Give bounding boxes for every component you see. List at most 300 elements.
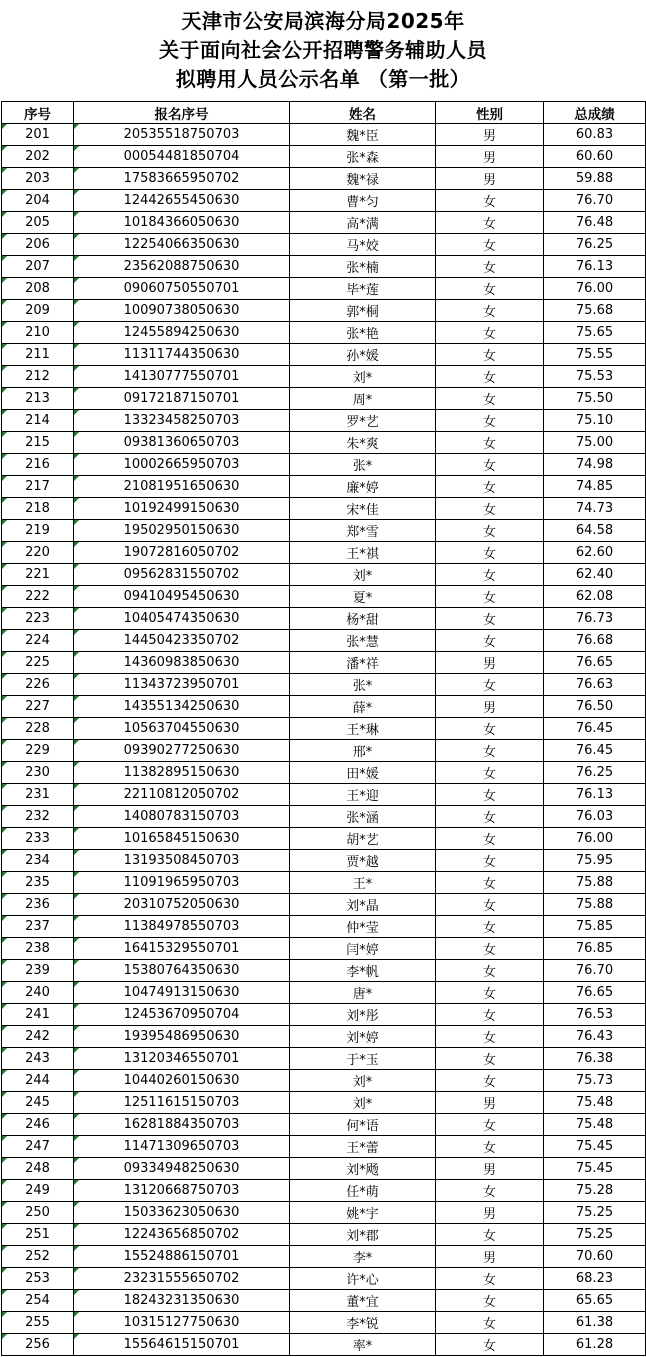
cell-seq: 220: [2, 542, 74, 564]
header-gender: 性别: [436, 102, 544, 124]
cell-total-score: 75.28: [544, 1180, 646, 1202]
table-row: [2, 630, 646, 652]
cell-seq: 244: [2, 1070, 74, 1092]
cell-gender: 女: [436, 718, 544, 740]
cell-name: 任*萌: [290, 1180, 436, 1202]
header-name: 姓名: [290, 102, 436, 124]
cell-seq: 230: [2, 762, 74, 784]
cell-name: 魏*臣: [290, 124, 436, 146]
cell-registration-number: 10563704550630: [74, 718, 290, 740]
cell-name: 毕*莲: [290, 278, 436, 300]
cell-total-score: 61.28: [544, 1334, 646, 1356]
cell-seq: 212: [2, 366, 74, 388]
header-total-score: 总成绩: [544, 102, 646, 124]
cell-total-score: 76.70: [544, 190, 646, 212]
cell-registration-number: 20535518750703: [74, 124, 290, 146]
cell-seq: 211: [2, 344, 74, 366]
cell-name: 王*迎: [290, 784, 436, 806]
cell-name: 胡*艺: [290, 828, 436, 850]
table-row: [2, 1136, 646, 1158]
cell-name: 曹*匀: [290, 190, 436, 212]
cell-gender: 女: [436, 542, 544, 564]
cell-name: 孙*媛: [290, 344, 436, 366]
cell-seq: 245: [2, 1092, 74, 1114]
cell-registration-number: 11311744350630: [74, 344, 290, 366]
cell-name: 廉*婷: [290, 476, 436, 498]
table-row: [2, 850, 646, 872]
cell-seq: 254: [2, 1290, 74, 1312]
cell-seq: 229: [2, 740, 74, 762]
cell-gender: 女: [436, 344, 544, 366]
header-seq: 序号: [2, 102, 74, 124]
table-row: [2, 564, 646, 586]
cell-name: 刘*郡: [290, 1224, 436, 1246]
table-row: [2, 1026, 646, 1048]
cell-seq: 225: [2, 652, 74, 674]
cell-registration-number: 10315127750630: [74, 1312, 290, 1334]
cell-registration-number: 11384978550703: [74, 916, 290, 938]
cell-registration-number: 21081951650630: [74, 476, 290, 498]
cell-seq: 236: [2, 894, 74, 916]
cell-total-score: 76.38: [544, 1048, 646, 1070]
cell-gender: 女: [436, 828, 544, 850]
table-row: [2, 740, 646, 762]
table-row: [2, 1004, 646, 1026]
cell-seq: 214: [2, 410, 74, 432]
table-row: [2, 322, 646, 344]
cell-name: 唐*: [290, 982, 436, 1004]
cell-registration-number: 09060750550701: [74, 278, 290, 300]
table-row: [2, 432, 646, 454]
table-row: [2, 388, 646, 410]
cell-registration-number: 23562088750630: [74, 256, 290, 278]
document-title: [0, 0, 646, 101]
cell-name: 王*蕾: [290, 1136, 436, 1158]
table-row: [2, 652, 646, 674]
cell-gender: 女: [436, 520, 544, 542]
cell-gender: 女: [436, 1114, 544, 1136]
cell-registration-number: 16415329550701: [74, 938, 290, 960]
cell-registration-number: 12511615150703: [74, 1092, 290, 1114]
table-row: [2, 1158, 646, 1180]
table-row: [2, 960, 646, 982]
cell-name: 朱*爽: [290, 432, 436, 454]
cell-total-score: 75.65: [544, 322, 646, 344]
cell-name: 张*: [290, 674, 436, 696]
cell-registration-number: 09410495450630: [74, 586, 290, 608]
cell-total-score: 76.45: [544, 740, 646, 762]
cell-total-score: 74.98: [544, 454, 646, 476]
table-row: [2, 916, 646, 938]
cell-total-score: 75.48: [544, 1092, 646, 1114]
table-row: [2, 278, 646, 300]
cell-name: 张*涵: [290, 806, 436, 828]
table-row: [2, 1180, 646, 1202]
cell-name: 邢*: [290, 740, 436, 762]
table-row: [2, 806, 646, 828]
table-row: [2, 366, 646, 388]
cell-name: 刘*彤: [290, 1004, 436, 1026]
cell-registration-number: 12243656850702: [74, 1224, 290, 1246]
table-row: [2, 1224, 646, 1246]
cell-seq: 218: [2, 498, 74, 520]
cell-registration-number: 09390277250630: [74, 740, 290, 762]
cell-gender: 女: [436, 1070, 544, 1092]
cell-registration-number: 12455894250630: [74, 322, 290, 344]
cell-seq: 221: [2, 564, 74, 586]
table-row: [2, 1048, 646, 1070]
cell-name: 姚*宇: [290, 1202, 436, 1224]
cell-total-score: 75.85: [544, 916, 646, 938]
cell-name: 王*琳: [290, 718, 436, 740]
cell-seq: 213: [2, 388, 74, 410]
cell-seq: 250: [2, 1202, 74, 1224]
table-row: [2, 1246, 646, 1268]
cell-name: 刘*: [290, 1070, 436, 1092]
table-row: [2, 1202, 646, 1224]
cell-registration-number: 00054481850704: [74, 146, 290, 168]
cell-seq: 255: [2, 1312, 74, 1334]
cell-name: 潘*祥: [290, 652, 436, 674]
cell-seq: 203: [2, 168, 74, 190]
cell-seq: 215: [2, 432, 74, 454]
cell-registration-number: 18243231350630: [74, 1290, 290, 1312]
cell-name: 田*媛: [290, 762, 436, 784]
cell-seq: 234: [2, 850, 74, 872]
cell-gender: 女: [436, 762, 544, 784]
cell-gender: 女: [436, 608, 544, 630]
table-row: [2, 146, 646, 168]
cell-registration-number: 19072816050702: [74, 542, 290, 564]
cell-seq: 248: [2, 1158, 74, 1180]
cell-total-score: 59.88: [544, 168, 646, 190]
cell-name: 宋*佳: [290, 498, 436, 520]
cell-gender: 女: [436, 454, 544, 476]
cell-gender: 男: [436, 1092, 544, 1114]
cell-gender: 女: [436, 1268, 544, 1290]
cell-gender: 女: [436, 498, 544, 520]
table-row: [2, 586, 646, 608]
table-row: [2, 762, 646, 784]
cell-name: 周*: [290, 388, 436, 410]
cell-gender: 女: [436, 586, 544, 608]
cell-total-score: 76.85: [544, 938, 646, 960]
cell-registration-number: 19395486950630: [74, 1026, 290, 1048]
cell-name: 率*: [290, 1334, 436, 1356]
cell-name: 李*锐: [290, 1312, 436, 1334]
cell-name: 王*: [290, 872, 436, 894]
cell-seq: 216: [2, 454, 74, 476]
cell-gender: 女: [436, 872, 544, 894]
table-row: [2, 1070, 646, 1092]
cell-gender: 女: [436, 740, 544, 762]
cell-name: 刘*: [290, 564, 436, 586]
cell-registration-number: 10192499150630: [74, 498, 290, 520]
cell-gender: 女: [436, 322, 544, 344]
cell-gender: 男: [436, 652, 544, 674]
cell-seq: 205: [2, 212, 74, 234]
cell-name: 张*楠: [290, 256, 436, 278]
table-row: [2, 454, 646, 476]
cell-seq: 217: [2, 476, 74, 498]
cell-total-score: 60.83: [544, 124, 646, 146]
cell-gender: 男: [436, 124, 544, 146]
cell-registration-number: 14360983850630: [74, 652, 290, 674]
cell-total-score: 62.60: [544, 542, 646, 564]
cell-gender: 女: [436, 674, 544, 696]
cell-total-score: 75.45: [544, 1136, 646, 1158]
cell-total-score: 74.73: [544, 498, 646, 520]
cell-registration-number: 22110812050702: [74, 784, 290, 806]
cell-gender: 女: [436, 1004, 544, 1026]
cell-total-score: 76.48: [544, 212, 646, 234]
cell-name: 刘*: [290, 1092, 436, 1114]
cell-gender: 女: [436, 1026, 544, 1048]
cell-name: 刘*飏: [290, 1158, 436, 1180]
cell-registration-number: 20310752050630: [74, 894, 290, 916]
cell-seq: 239: [2, 960, 74, 982]
cell-registration-number: 13120346550701: [74, 1048, 290, 1070]
cell-total-score: 76.25: [544, 762, 646, 784]
cell-total-score: 76.13: [544, 784, 646, 806]
cell-seq: 256: [2, 1334, 74, 1356]
cell-gender: 女: [436, 806, 544, 828]
cell-name: 许*心: [290, 1268, 436, 1290]
table-row: [2, 212, 646, 234]
cell-gender: 女: [436, 916, 544, 938]
cell-total-score: 76.70: [544, 960, 646, 982]
cell-registration-number: 13120668750703: [74, 1180, 290, 1202]
cell-seq: 201: [2, 124, 74, 146]
cell-total-score: 76.50: [544, 696, 646, 718]
cell-gender: 女: [436, 278, 544, 300]
cell-total-score: 60.60: [544, 146, 646, 168]
cell-registration-number: 23231555650702: [74, 1268, 290, 1290]
cell-total-score: 75.68: [544, 300, 646, 322]
cell-registration-number: 10090738050630: [74, 300, 290, 322]
cell-seq: 240: [2, 982, 74, 1004]
cell-registration-number: 11343723950701: [74, 674, 290, 696]
table-row: [2, 542, 646, 564]
cell-total-score: 76.65: [544, 652, 646, 674]
table-row: [2, 1114, 646, 1136]
cell-gender: 女: [436, 190, 544, 212]
cell-total-score: 70.60: [544, 1246, 646, 1268]
cell-gender: 女: [436, 1312, 544, 1334]
cell-registration-number: 15380764350630: [74, 960, 290, 982]
cell-total-score: 75.50: [544, 388, 646, 410]
cell-gender: 女: [436, 850, 544, 872]
table-row: [2, 476, 646, 498]
cell-seq: 227: [2, 696, 74, 718]
cell-name: 于*玉: [290, 1048, 436, 1070]
cell-seq: 249: [2, 1180, 74, 1202]
cell-total-score: 76.65: [544, 982, 646, 1004]
cell-seq: 228: [2, 718, 74, 740]
cell-name: 魏*禄: [290, 168, 436, 190]
table-row: [2, 828, 646, 850]
table-row: [2, 696, 646, 718]
cell-name: 夏*: [290, 586, 436, 608]
title-line-3: 拟聘用人员公示名单 （第一批）: [175, 67, 471, 91]
cell-total-score: 65.65: [544, 1290, 646, 1312]
table-row: [2, 894, 646, 916]
cell-seq: 238: [2, 938, 74, 960]
cell-name: 刘*晶: [290, 894, 436, 916]
cell-total-score: 75.53: [544, 366, 646, 388]
table-row: [2, 168, 646, 190]
cell-registration-number: 09172187150701: [74, 388, 290, 410]
cell-name: 董*宜: [290, 1290, 436, 1312]
cell-gender: 女: [436, 256, 544, 278]
cell-registration-number: 09381360650703: [74, 432, 290, 454]
title-line-1: 天津市公安局滨海分局2025年: [181, 9, 465, 33]
cell-registration-number: 14450423350702: [74, 630, 290, 652]
cell-total-score: 76.13: [544, 256, 646, 278]
table-row: [2, 190, 646, 212]
cell-total-score: 75.25: [544, 1224, 646, 1246]
cell-registration-number: 13193508450703: [74, 850, 290, 872]
table-row: [2, 410, 646, 432]
table-row: [2, 784, 646, 806]
cell-total-score: 76.00: [544, 278, 646, 300]
cell-registration-number: 09562831550702: [74, 564, 290, 586]
cell-total-score: 75.10: [544, 410, 646, 432]
cell-gender: 男: [436, 696, 544, 718]
cell-gender: 女: [436, 476, 544, 498]
table-row: [2, 938, 646, 960]
cell-registration-number: 15033623050630: [74, 1202, 290, 1224]
table-row: [2, 674, 646, 696]
table-row: [2, 1334, 646, 1356]
cell-name: 郑*雪: [290, 520, 436, 542]
cell-name: 郭*桐: [290, 300, 436, 322]
cell-total-score: 76.45: [544, 718, 646, 740]
cell-registration-number: 09334948250630: [74, 1158, 290, 1180]
cell-gender: 女: [436, 894, 544, 916]
cell-total-score: 75.88: [544, 894, 646, 916]
cell-name: 高*满: [290, 212, 436, 234]
cell-registration-number: 10440260150630: [74, 1070, 290, 1092]
table-body: [2, 124, 646, 1356]
cell-seq: 232: [2, 806, 74, 828]
table-row: [2, 1312, 646, 1334]
cell-total-score: 62.08: [544, 586, 646, 608]
cell-seq: 210: [2, 322, 74, 344]
cell-total-score: 75.25: [544, 1202, 646, 1224]
cell-registration-number: 12442655450630: [74, 190, 290, 212]
table-row: [2, 256, 646, 278]
cell-total-score: 76.43: [544, 1026, 646, 1048]
cell-gender: 女: [436, 630, 544, 652]
cell-registration-number: 11382895150630: [74, 762, 290, 784]
cell-gender: 男: [436, 1158, 544, 1180]
cell-registration-number: 10184366050630: [74, 212, 290, 234]
table-row: [2, 608, 646, 630]
cell-name: 李*: [290, 1246, 436, 1268]
cell-total-score: 75.45: [544, 1158, 646, 1180]
cell-seq: 237: [2, 916, 74, 938]
cell-seq: 252: [2, 1246, 74, 1268]
table-row: [2, 1268, 646, 1290]
table-row: [2, 718, 646, 740]
cell-gender: 女: [436, 300, 544, 322]
cell-registration-number: 10405474350630: [74, 608, 290, 630]
cell-total-score: 75.55: [544, 344, 646, 366]
cell-name: 仲*莹: [290, 916, 436, 938]
cell-registration-number: 14080783150703: [74, 806, 290, 828]
cell-gender: 女: [436, 1136, 544, 1158]
cell-gender: 男: [436, 168, 544, 190]
cell-total-score: 74.85: [544, 476, 646, 498]
cell-gender: 女: [436, 982, 544, 1004]
cell-registration-number: 13323458250703: [74, 410, 290, 432]
cell-seq: 208: [2, 278, 74, 300]
candidate-table: [1, 101, 646, 1356]
cell-registration-number: 19502950150630: [74, 520, 290, 542]
cell-registration-number: 10165845150630: [74, 828, 290, 850]
cell-registration-number: 10002665950703: [74, 454, 290, 476]
cell-name: 杨*甜: [290, 608, 436, 630]
cell-registration-number: 15564615150701: [74, 1334, 290, 1356]
cell-seq: 226: [2, 674, 74, 696]
cell-name: 罗*艺: [290, 410, 436, 432]
cell-total-score: 75.88: [544, 872, 646, 894]
cell-name: 刘*婷: [290, 1026, 436, 1048]
cell-gender: 男: [436, 1246, 544, 1268]
cell-total-score: 76.68: [544, 630, 646, 652]
cell-seq: 253: [2, 1268, 74, 1290]
cell-name: 张*: [290, 454, 436, 476]
table-row: [2, 498, 646, 520]
cell-seq: 204: [2, 190, 74, 212]
cell-gender: 女: [436, 938, 544, 960]
table-header-row: [2, 102, 646, 124]
table-row: [2, 1290, 646, 1312]
cell-seq: 233: [2, 828, 74, 850]
cell-name: 贾*越: [290, 850, 436, 872]
cell-gender: 男: [436, 146, 544, 168]
cell-registration-number: 17583665950702: [74, 168, 290, 190]
cell-registration-number: 12453670950704: [74, 1004, 290, 1026]
cell-gender: 女: [436, 784, 544, 806]
cell-total-score: 64.58: [544, 520, 646, 542]
cell-name: 张*森: [290, 146, 436, 168]
cell-gender: 男: [436, 1202, 544, 1224]
table-row: [2, 300, 646, 322]
cell-seq: 209: [2, 300, 74, 322]
cell-name: 马*姣: [290, 234, 436, 256]
header-registration-number: 报名序号: [74, 102, 290, 124]
cell-seq: 235: [2, 872, 74, 894]
cell-gender: 女: [436, 1224, 544, 1246]
cell-gender: 女: [436, 388, 544, 410]
cell-total-score: 61.38: [544, 1312, 646, 1334]
cell-name: 闫*婷: [290, 938, 436, 960]
table-row: [2, 872, 646, 894]
cell-gender: 女: [436, 960, 544, 982]
cell-gender: 女: [436, 1180, 544, 1202]
cell-total-score: 76.00: [544, 828, 646, 850]
cell-seq: 224: [2, 630, 74, 652]
cell-seq: 251: [2, 1224, 74, 1246]
cell-total-score: 76.63: [544, 674, 646, 696]
cell-gender: 女: [436, 1290, 544, 1312]
cell-total-score: 76.73: [544, 608, 646, 630]
cell-gender: 女: [436, 234, 544, 256]
cell-total-score: 76.03: [544, 806, 646, 828]
cell-registration-number: 16281884350703: [74, 1114, 290, 1136]
